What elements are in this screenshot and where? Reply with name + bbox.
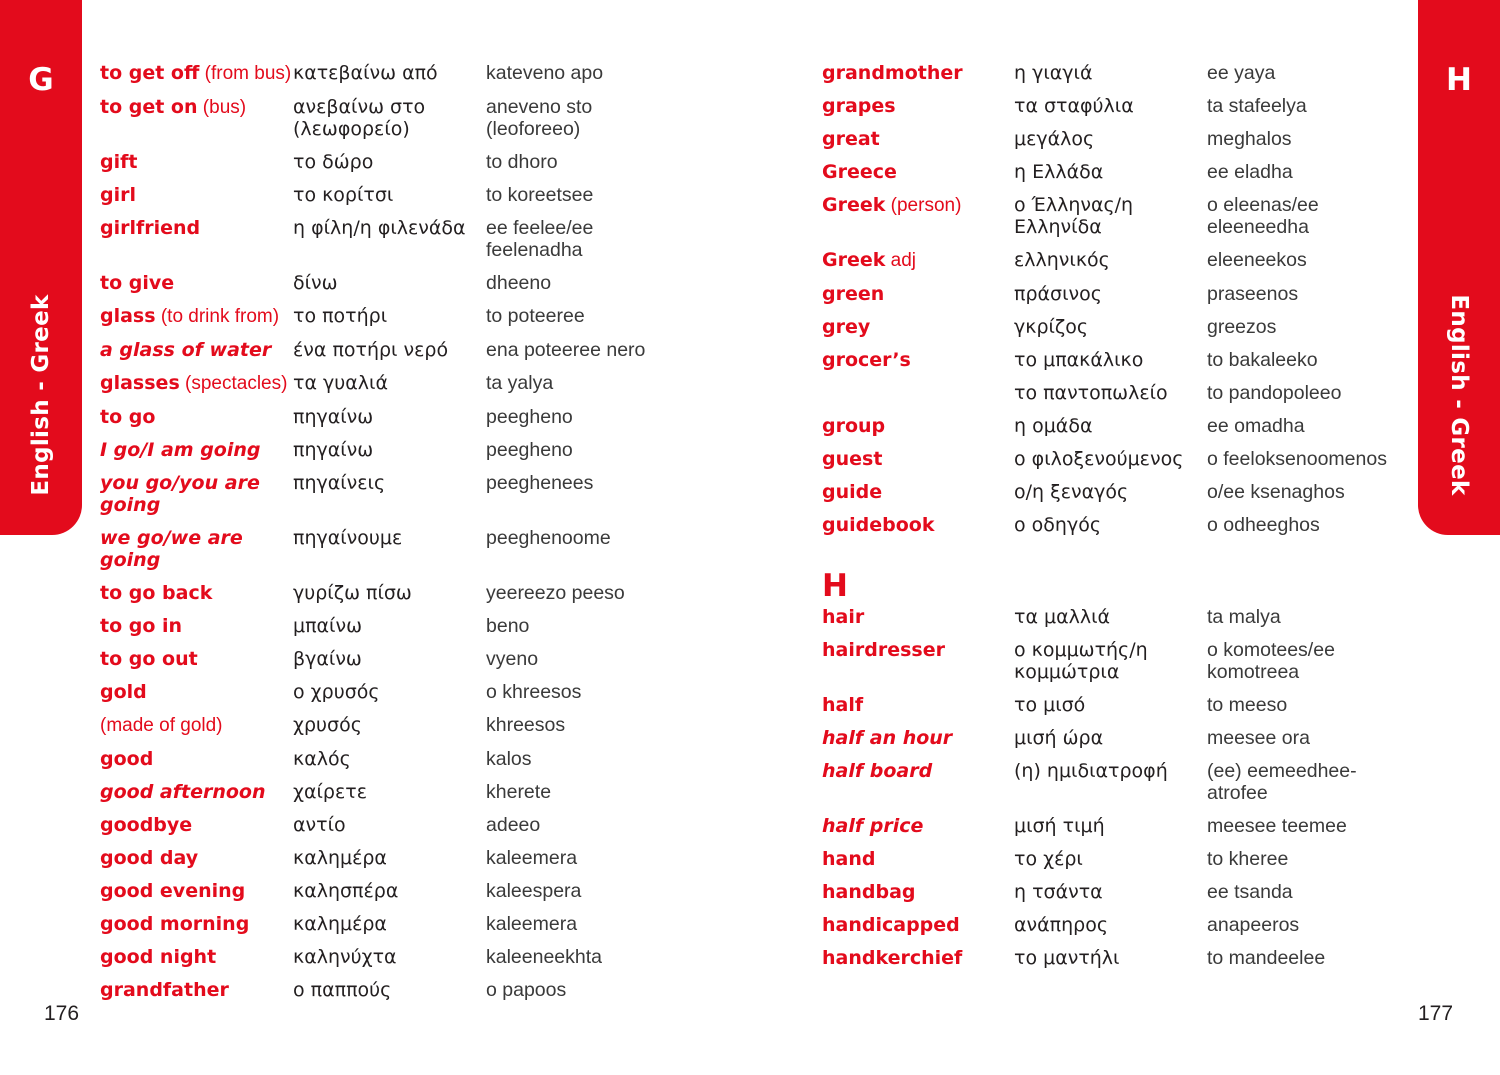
pronunciation: kaleemera xyxy=(486,913,578,935)
english-term xyxy=(100,880,293,902)
greek-term: το μισό xyxy=(1014,694,1086,716)
headword: I go/I am going xyxy=(100,439,261,461)
headword: hair xyxy=(822,606,865,628)
headword: Greek xyxy=(822,194,886,216)
usage-note: (bus) xyxy=(197,97,247,118)
pronunciation: ta yalya xyxy=(486,372,554,394)
english-term xyxy=(100,582,293,604)
english-term xyxy=(822,448,1014,470)
pronunciation: to kheree xyxy=(1207,848,1289,870)
pronunciation: to mandeelee xyxy=(1207,947,1326,969)
english-term xyxy=(822,694,1014,716)
headword: to go xyxy=(100,406,156,428)
greek-term: καλός xyxy=(293,748,351,770)
headword: goodbye xyxy=(100,814,193,836)
headword: to go out xyxy=(100,648,198,670)
glossary-entry xyxy=(100,814,660,836)
glossary-entry xyxy=(822,606,1402,628)
headword: hand xyxy=(822,848,876,870)
pronunciation: praseenos xyxy=(1207,283,1299,305)
glossary-entry xyxy=(822,128,1402,150)
pronunciation: ee omadha xyxy=(1207,415,1305,437)
pronunciation: to meeso xyxy=(1207,694,1288,716)
pronunciation: o/ee ksenaghos xyxy=(1207,481,1345,503)
greek-term: δίνω xyxy=(293,272,338,294)
english-term xyxy=(100,96,293,140)
headword: guide xyxy=(822,481,883,503)
headword: gift xyxy=(100,151,138,173)
english-term xyxy=(822,161,1014,183)
greek-term: καλημέρα xyxy=(293,847,387,869)
headword: we go/we are going xyxy=(100,527,243,571)
headword: girlfriend xyxy=(100,217,201,239)
pronunciation: (ee) eemeedhee-atrofee xyxy=(1207,760,1357,804)
glossary-entry xyxy=(100,748,660,770)
glossary-entry xyxy=(822,95,1402,117)
glossary-entry xyxy=(100,305,660,328)
glossary-entry xyxy=(822,815,1402,837)
greek-term: το χέρι xyxy=(1014,848,1083,870)
english-term xyxy=(100,305,293,328)
greek-term: καλησπέρα xyxy=(293,880,399,902)
english-term xyxy=(822,914,1014,936)
glossary-entry xyxy=(100,527,660,571)
glossary-list-g xyxy=(822,62,1402,536)
greek-term: χαίρετε xyxy=(293,781,367,803)
english-term xyxy=(822,760,1014,804)
pronunciation: o papoos xyxy=(486,979,567,1001)
glossary-entry xyxy=(822,62,1402,84)
usage-note: (made of gold) xyxy=(100,715,223,736)
headword: grey xyxy=(822,316,871,338)
headword: good morning xyxy=(100,913,250,935)
english-term xyxy=(822,514,1014,536)
pronunciation: beno xyxy=(486,615,530,637)
greek-term: μισή τιμή xyxy=(1014,815,1105,837)
glossary-entry xyxy=(822,514,1402,536)
headword: half board xyxy=(822,760,933,782)
glossary-entry xyxy=(100,946,660,968)
greek-term: ανεβαίνω στο (λεωφορείο) xyxy=(293,96,426,140)
glossary-entry xyxy=(100,96,660,140)
usage-note: (to drink from) xyxy=(155,306,280,327)
headword: handbag xyxy=(822,881,916,903)
headword: half xyxy=(822,694,864,716)
pronunciation: peegheno xyxy=(486,406,573,428)
english-term xyxy=(100,814,293,836)
english-term xyxy=(100,272,293,294)
headword: Greece xyxy=(822,161,897,183)
pronunciation: meesee teemee xyxy=(1207,815,1347,837)
headword: grocer’s xyxy=(822,349,911,371)
glossary-entry xyxy=(822,914,1402,936)
greek-term: πράσινος xyxy=(1014,283,1102,305)
pronunciation: peeghenoome xyxy=(486,527,611,549)
english-term xyxy=(100,217,293,261)
pronunciation: ee eladha xyxy=(1207,161,1293,183)
glossary-entry xyxy=(100,439,660,461)
section-tab-left xyxy=(0,0,82,535)
greek-term: πηγαίνω xyxy=(293,406,374,428)
english-term xyxy=(822,481,1014,503)
greek-term: ελληνικός xyxy=(1014,249,1110,271)
greek-term: μπαίνω xyxy=(293,615,363,637)
headword: grandmother xyxy=(822,62,963,84)
english-term xyxy=(822,283,1014,305)
glossary-entry xyxy=(100,714,660,737)
english-term xyxy=(100,979,293,1001)
headword: half an hour xyxy=(822,727,953,749)
usage-note: (from bus) xyxy=(199,63,292,84)
headword: handicapped xyxy=(822,914,960,936)
headword: to go back xyxy=(100,582,213,604)
pronunciation: ee tsanda xyxy=(1207,881,1293,903)
english-term xyxy=(100,439,293,461)
english-term xyxy=(100,648,293,670)
usage-note: (person) xyxy=(885,195,962,216)
pronunciation: aneveno sto (leoforeeo) xyxy=(486,96,593,140)
pronunciation: kaleespera xyxy=(486,880,582,902)
english-term xyxy=(822,194,1014,238)
greek-term: το μαντήλι xyxy=(1014,947,1120,969)
glossary-entry xyxy=(100,880,660,902)
english-term xyxy=(822,249,1014,272)
glossary-list-h xyxy=(822,606,1402,969)
glossary-entry xyxy=(822,349,1402,371)
tab-letter: H xyxy=(1446,62,1472,98)
usage-note: (spectacles) xyxy=(179,373,288,394)
pronunciation: ena poteeree nero xyxy=(486,339,646,361)
headword: to get off xyxy=(100,62,200,84)
glossary-entry xyxy=(100,979,660,1001)
headword: good afternoon xyxy=(100,781,266,803)
greek-term: ο φιλοξενούμενος xyxy=(1014,448,1184,470)
greek-term: (η) ημιδιατροφή xyxy=(1014,760,1168,782)
headword: to go in xyxy=(100,615,183,637)
greek-term: ο κομμωτής/η κομμώτρια xyxy=(1014,639,1148,683)
greek-term: η φίλη/η φιλενάδα xyxy=(293,217,466,239)
greek-term: η ομάδα xyxy=(1014,415,1093,437)
pronunciation: adeeo xyxy=(486,814,541,836)
greek-term: ο παππούς xyxy=(293,979,392,1001)
greek-term: αντίο xyxy=(293,814,346,836)
greek-term: πηγαίνουμε xyxy=(293,527,403,549)
pronunciation: anapeeros xyxy=(1207,914,1300,936)
english-term xyxy=(100,527,293,571)
greek-term: η Ελλάδα xyxy=(1014,161,1104,183)
english-term xyxy=(822,382,1014,404)
greek-term: καλημέρα xyxy=(293,913,387,935)
english-term xyxy=(100,372,293,395)
pronunciation: kaleeneekhta xyxy=(486,946,603,968)
glossary-entry xyxy=(822,481,1402,503)
greek-term: τα γυαλιά xyxy=(293,372,388,394)
headword: guidebook xyxy=(822,514,935,536)
english-term xyxy=(822,95,1014,117)
greek-term: τα μαλλιά xyxy=(1014,606,1111,628)
headword: good day xyxy=(100,847,199,869)
greek-term: καληνύχτα xyxy=(293,946,397,968)
glossary-entry xyxy=(100,648,660,670)
pronunciation: o khreesos xyxy=(486,681,582,703)
english-term xyxy=(100,748,293,770)
headword: guest xyxy=(822,448,883,470)
glossary-entry xyxy=(100,406,660,428)
greek-term: γκρίζος xyxy=(1014,316,1089,338)
english-term xyxy=(100,62,293,85)
pronunciation: ee yaya xyxy=(1207,62,1276,84)
greek-term: μισή ώρα xyxy=(1014,727,1104,749)
glossary-entry xyxy=(100,339,660,361)
english-term xyxy=(822,128,1014,150)
greek-term: το δώρο xyxy=(293,151,374,173)
greek-term: η τσάντα xyxy=(1014,881,1103,903)
pronunciation: peeghenees xyxy=(486,472,594,494)
glossary-column-left xyxy=(100,62,660,1012)
english-term xyxy=(822,727,1014,749)
glossary-entry xyxy=(100,184,660,206)
headword: half price xyxy=(822,815,924,837)
headword: gold xyxy=(100,681,147,703)
english-term xyxy=(822,316,1014,338)
glossary-entry xyxy=(822,194,1402,238)
pronunciation: to pandopoleeo xyxy=(1207,382,1342,404)
english-term xyxy=(822,639,1014,683)
pronunciation: to poteeree xyxy=(486,305,585,327)
headword: handkerchief xyxy=(822,947,963,969)
greek-term: πηγαίνεις xyxy=(293,472,386,494)
english-term xyxy=(100,184,293,206)
greek-term: τα σταφύλια xyxy=(1014,95,1134,117)
pronunciation: kaleemera xyxy=(486,847,578,869)
pronunciation: eleeneekos xyxy=(1207,249,1307,271)
glossary-entry xyxy=(100,217,660,261)
glossary-entry xyxy=(100,582,660,604)
glossary-entry xyxy=(822,316,1402,338)
english-term xyxy=(822,848,1014,870)
glossary-entry xyxy=(100,472,660,516)
pronunciation: to bakaleeko xyxy=(1207,349,1318,371)
english-term xyxy=(100,913,293,935)
usage-note: adj xyxy=(885,250,917,271)
glossary-entry xyxy=(100,847,660,869)
glossary-entry xyxy=(822,249,1402,272)
headword: good night xyxy=(100,946,217,968)
pronunciation: ta stafeelya xyxy=(1207,95,1307,117)
english-term xyxy=(822,947,1014,969)
english-term xyxy=(100,151,293,173)
headword: group xyxy=(822,415,886,437)
glossary-entry xyxy=(822,694,1402,716)
glossary-entry xyxy=(100,615,660,637)
greek-term: χρυσός xyxy=(293,714,362,736)
english-term xyxy=(100,946,293,968)
headword: to get on xyxy=(100,96,198,118)
greek-term: ανάπηρος xyxy=(1014,914,1108,936)
headword: good xyxy=(100,748,154,770)
greek-term: πηγαίνω xyxy=(293,439,374,461)
pronunciation: ee feelee/ee feelenadha xyxy=(486,217,594,261)
headword: to give xyxy=(100,272,175,294)
english-term xyxy=(822,415,1014,437)
pronunciation: kateveno apo xyxy=(486,62,604,84)
pronunciation: vyeno xyxy=(486,648,539,670)
glossary-entry xyxy=(822,947,1402,969)
greek-term: ο οδηγός xyxy=(1014,514,1101,536)
glossary-entry xyxy=(822,881,1402,903)
glossary-entry xyxy=(100,913,660,935)
english-term xyxy=(100,681,293,703)
pronunciation: khreesos xyxy=(486,714,566,736)
headword: grapes xyxy=(822,95,896,117)
section-letter-h: H xyxy=(822,568,848,604)
glossary-entry xyxy=(822,727,1402,749)
headword: good evening xyxy=(100,880,246,902)
pronunciation: peegheno xyxy=(486,439,573,461)
glossary-entry xyxy=(100,62,660,85)
pronunciation: o odheeghos xyxy=(1207,514,1320,536)
greek-term: ο Έλληνας/η Ελληνίδα xyxy=(1014,194,1134,238)
glossary-entry xyxy=(822,382,1402,404)
pronunciation: to dhoro xyxy=(486,151,558,173)
page-number-right: 177 xyxy=(1418,1002,1454,1025)
pronunciation: o eleenas/ee eleeneedha xyxy=(1207,194,1319,238)
english-term xyxy=(100,406,293,428)
pronunciation: kalos xyxy=(486,748,532,770)
greek-term: ο/η ξεναγός xyxy=(1014,481,1129,503)
glossary-entry xyxy=(822,848,1402,870)
glossary-entry xyxy=(100,272,660,294)
greek-term: το ποτήρι xyxy=(293,305,388,327)
english-term xyxy=(100,472,293,516)
english-term xyxy=(100,714,293,737)
tab-label: English - Greek xyxy=(1446,294,1472,496)
greek-term: το παντοπωλείο xyxy=(1014,382,1168,404)
pronunciation: o komotees/ee komotreea xyxy=(1207,639,1335,683)
greek-term: ο χρυσός xyxy=(293,681,380,703)
section-tab-right xyxy=(1418,0,1500,535)
greek-term: η γιαγιά xyxy=(1014,62,1093,84)
english-term xyxy=(822,606,1014,628)
glossary-entry xyxy=(822,448,1402,470)
greek-term: κατεβαίνω από xyxy=(293,62,438,84)
english-term xyxy=(100,781,293,803)
headword: glass xyxy=(100,305,156,327)
glossary-entry xyxy=(822,415,1402,437)
pronunciation: dheeno xyxy=(486,272,552,294)
pronunciation: ta malya xyxy=(1207,606,1281,628)
glossary-column-right xyxy=(822,62,1402,980)
pronunciation: kherete xyxy=(486,781,552,803)
english-term xyxy=(822,815,1014,837)
headword: grandfather xyxy=(100,979,229,1001)
headword: glasses xyxy=(100,372,180,394)
pronunciation: greezos xyxy=(1207,316,1277,338)
greek-term: γυρίζω πίσω xyxy=(293,582,412,604)
greek-term: μεγάλος xyxy=(1014,128,1095,150)
tab-label: English - Greek xyxy=(28,294,54,496)
glossary-entry xyxy=(822,161,1402,183)
headword: green xyxy=(822,283,885,305)
headword: a glass of water xyxy=(100,339,272,361)
page-number-left: 176 xyxy=(44,1002,80,1025)
pronunciation: meghalos xyxy=(1207,128,1292,150)
english-term xyxy=(100,615,293,637)
pronunciation: yeereezo peeso xyxy=(486,582,625,604)
glossary-entry xyxy=(822,283,1402,305)
headword: you go/you are going xyxy=(100,472,260,516)
glossary-entry xyxy=(100,681,660,703)
greek-term: το μπακάλικο xyxy=(1014,349,1144,371)
glossary-entry xyxy=(822,760,1402,804)
english-term xyxy=(100,847,293,869)
glossary-entry xyxy=(822,639,1402,683)
greek-term: ένα ποτήρι νερό xyxy=(293,339,449,361)
greek-term: το κορίτσι xyxy=(293,184,394,206)
glossary-entry xyxy=(100,151,660,173)
headword: hairdresser xyxy=(822,639,945,661)
english-term xyxy=(822,881,1014,903)
english-term xyxy=(100,339,293,361)
english-term xyxy=(822,349,1014,371)
pronunciation: to koreetsee xyxy=(486,184,594,206)
headword: great xyxy=(822,128,880,150)
pronunciation: o feeloksenoomenos xyxy=(1207,448,1387,470)
headword: Greek xyxy=(822,249,886,271)
pronunciation: meesee ora xyxy=(1207,727,1310,749)
glossary-entry xyxy=(100,372,660,395)
greek-term: βγαίνω xyxy=(293,648,362,670)
english-term xyxy=(822,62,1014,84)
headword: girl xyxy=(100,184,136,206)
glossary-entry xyxy=(100,781,660,803)
tab-letter: G xyxy=(28,62,54,98)
